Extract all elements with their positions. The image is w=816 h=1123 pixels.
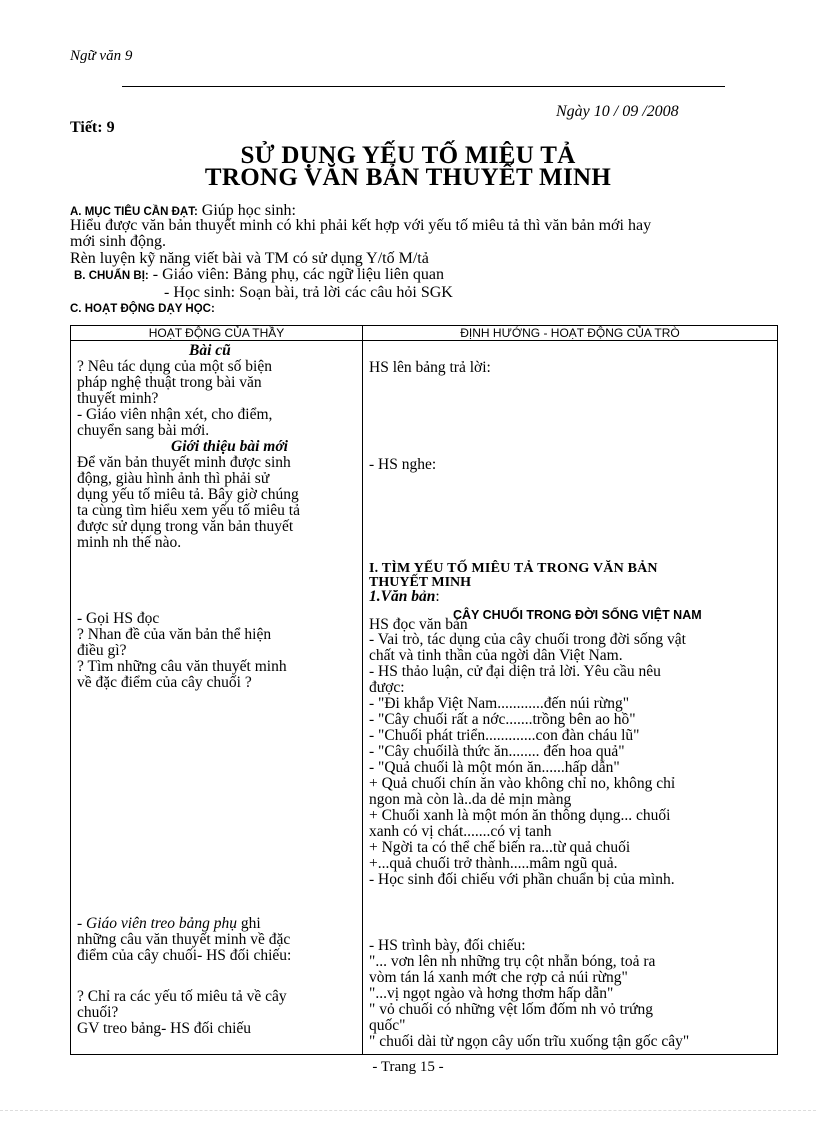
- lesson-title-line1: SỬ DỤNG YẾU TỐ MIÊU TẢ: [240, 142, 576, 169]
- teacher-text: - Giáo viên nhận xét, cho điểm,: [77, 406, 273, 423]
- student-text: HS lên bảng trả lời:: [369, 359, 491, 376]
- teacher-text: chuyển sang bài mới.: [77, 422, 210, 439]
- teacher-text: ? Chỉ ra các yếu tố miêu tả về cây: [77, 988, 287, 1005]
- student-text: - HS thảo luận, cử đại diện trả lời. Yêu cầu nêu: [369, 663, 661, 680]
- student-text: ngon mà còn là..da dẻ mịn màng: [369, 791, 572, 808]
- new-lesson-title: Giới thiệu bài mới: [171, 438, 288, 455]
- old-lesson-title: Bài cũ: [189, 342, 231, 359]
- teacher-text: ? Tìm những câu văn thuyết minh: [77, 658, 287, 675]
- table-header-row: [71, 326, 778, 341]
- teacher-text: điểm của cây chuối- HS đối chiếu:: [77, 947, 292, 964]
- teacher-text: dụng yếu tố miêu tả. Bây giờ chúng: [77, 486, 299, 503]
- section-one-title: I. TÌM YẾU TỐ MIÊU TẢ TRONG VĂN BẢN: [369, 561, 658, 576]
- student-text: - "Đi khắp Việt Nam............đến núi rừng": [369, 695, 630, 712]
- header-rule: [122, 86, 725, 87]
- table-body-row: [71, 341, 778, 1055]
- student-text: quốc": [369, 1017, 406, 1034]
- teacher-board-line: [77, 916, 261, 932]
- page-bottom-divider: [0, 1110, 816, 1112]
- student-text: "...vị ngọt ngào và hơng thơm hấp dẫn": [369, 985, 614, 1002]
- student-text: " chuối dài từ ngọn cây uốn trĩu xuống tận gốc cây": [369, 1033, 690, 1050]
- student-text: + Ngời ta có thể chế biến ra...từ quả chuối: [369, 839, 631, 856]
- student-text: +...quả chuối trở thành.....mâm ngũ quả.: [369, 855, 618, 872]
- section-a-intro: Giúp học sinh:: [197, 202, 296, 219]
- lesson-date: Ngày 10 / 09 /2008: [556, 103, 679, 120]
- student-text: - Học sinh đối chiếu với phần chuẩn bị của mình.: [369, 871, 675, 888]
- teacher-text: những câu văn thuyết minh về đặc: [77, 931, 291, 948]
- section-c-heading: C. HOẠT ĐỘNG DẠY HỌC:: [70, 303, 215, 315]
- section-b-heading: B. CHUẨN BỊ:: [74, 270, 149, 282]
- activity-table: [70, 325, 778, 1055]
- section-b-teacher: - Giáo viên: Bảng phụ, các ngữ liệu liên quan: [148, 266, 445, 283]
- teacher-text: pháp nghệ thuật trong bài văn: [77, 374, 262, 391]
- teacher-text: điều gì?: [77, 642, 127, 659]
- teacher-text: chuối?: [77, 1004, 119, 1021]
- teacher-text: thuyết minh?: [77, 390, 159, 407]
- student-text: chất và tinh thần của ngời dân Việt Nam.: [369, 647, 623, 664]
- passage-title: CÂY CHUỐI TRONG ĐỜI SỐNG VIỆT NAM: [453, 608, 702, 622]
- teacher-text: ta cùng tìm hiểu xem yếu tố miêu tả: [77, 502, 300, 519]
- section-a-line: Hiểu được văn bản thuyết minh có khi phải kết hợp với yếu tố miêu tả thì văn bản mới hay: [70, 217, 652, 234]
- vanban-colon: :: [435, 588, 440, 605]
- teacher-text: - Gọi HS đọc: [77, 610, 160, 627]
- teacher-text: ? Nêu tác dụng của một số biện: [77, 358, 272, 375]
- teacher-text: về đặc điểm của cây chuối ?: [77, 674, 252, 691]
- student-text: - HS nghe:: [369, 456, 437, 473]
- student-text: + Chuối xanh là một món ăn thông dụng... chuối: [369, 807, 671, 824]
- student-text: - "Cây chuối rất a nớc.......trồng bên ao hồ": [369, 711, 636, 728]
- section-a-line: mới sinh động.: [70, 233, 167, 250]
- teacher-text: động, giàu hình ảnh thì phải sử: [77, 470, 270, 487]
- student-text: "... vơn lên nh những trụ cột nhẵn bóng, toả ra: [369, 953, 656, 970]
- student-text: - "Quả chuối là một món ăn......hấp dẫn": [369, 759, 620, 776]
- lesson-title-line2: TRONG VĂN BẢN THUYẾT MINH: [204, 164, 612, 191]
- page-number: - Trang 15 -: [372, 1059, 444, 1075]
- student-text: + Quả chuối chín ăn vào không chỉ no, không chỉ: [369, 775, 676, 792]
- lesson-number: Tiết: 9: [70, 119, 115, 136]
- student-text: - Vai trò, tác dụng của cây chuối trong đời sống vật: [369, 631, 686, 648]
- section-one-title: THUYẾT MINH: [369, 575, 472, 590]
- teacher-text: ? Nhan đề của văn bản thể hiện: [77, 626, 272, 643]
- teacher-text: Để văn bản thuyết minh được sinh: [77, 454, 291, 471]
- student-text: xanh có vị chát.......có vị tanh: [369, 823, 552, 840]
- student-text: vòm tán lá xanh mớt che rợp cả núi rừng": [369, 969, 628, 986]
- col-teacher-header: HOẠT ĐỘNG CỦA THẦY: [71, 326, 363, 341]
- section-b-student: - Học sinh: Soạn bài, trả lời các câu hỏi SGK: [164, 284, 453, 301]
- board-italic-text: - Giáo viên treo bảng phụ: [77, 915, 237, 932]
- student-column: [363, 341, 778, 1055]
- teacher-column: [71, 341, 363, 1055]
- teacher-text: minh nh thế nào.: [77, 534, 182, 551]
- student-text: - HS trình bày, đối chiếu:: [369, 937, 526, 954]
- student-text: - "Chuối phát triển.............con đàn cháu lũ": [369, 727, 640, 744]
- student-text: - "Cây chuốilà thức ăn........ đến hoa quả": [369, 743, 625, 760]
- section-a-line: Rèn luyện kỹ năng viết bài và TM có sử dụng Y/tố M/tả: [70, 250, 429, 267]
- board-rest-text: ghi: [237, 915, 261, 932]
- teacher-text: được sử dụng trong văn bản thuyết: [77, 518, 294, 535]
- section-a-heading: A. MỤC TIÊU CẦN ĐẠT:: [70, 206, 198, 218]
- section-b-row: [74, 266, 444, 284]
- student-text: " vỏ chuối có những vệt lốm đốm nh vỏ trứng: [369, 1001, 654, 1018]
- subject-header: Ngữ văn 9: [70, 48, 133, 64]
- vanban-label: 1.Văn bản: [369, 588, 436, 605]
- teacher-text: GV treo bảng- HS đối chiếu: [77, 1020, 252, 1037]
- student-text: HS đọc văn bản: [369, 616, 468, 633]
- col-student-header: ĐỊNH HƯỚNG - HOẠT ĐỘNG CỦA TRÒ: [363, 326, 778, 341]
- vanban-line: [369, 589, 440, 605]
- student-text: được:: [369, 679, 405, 696]
